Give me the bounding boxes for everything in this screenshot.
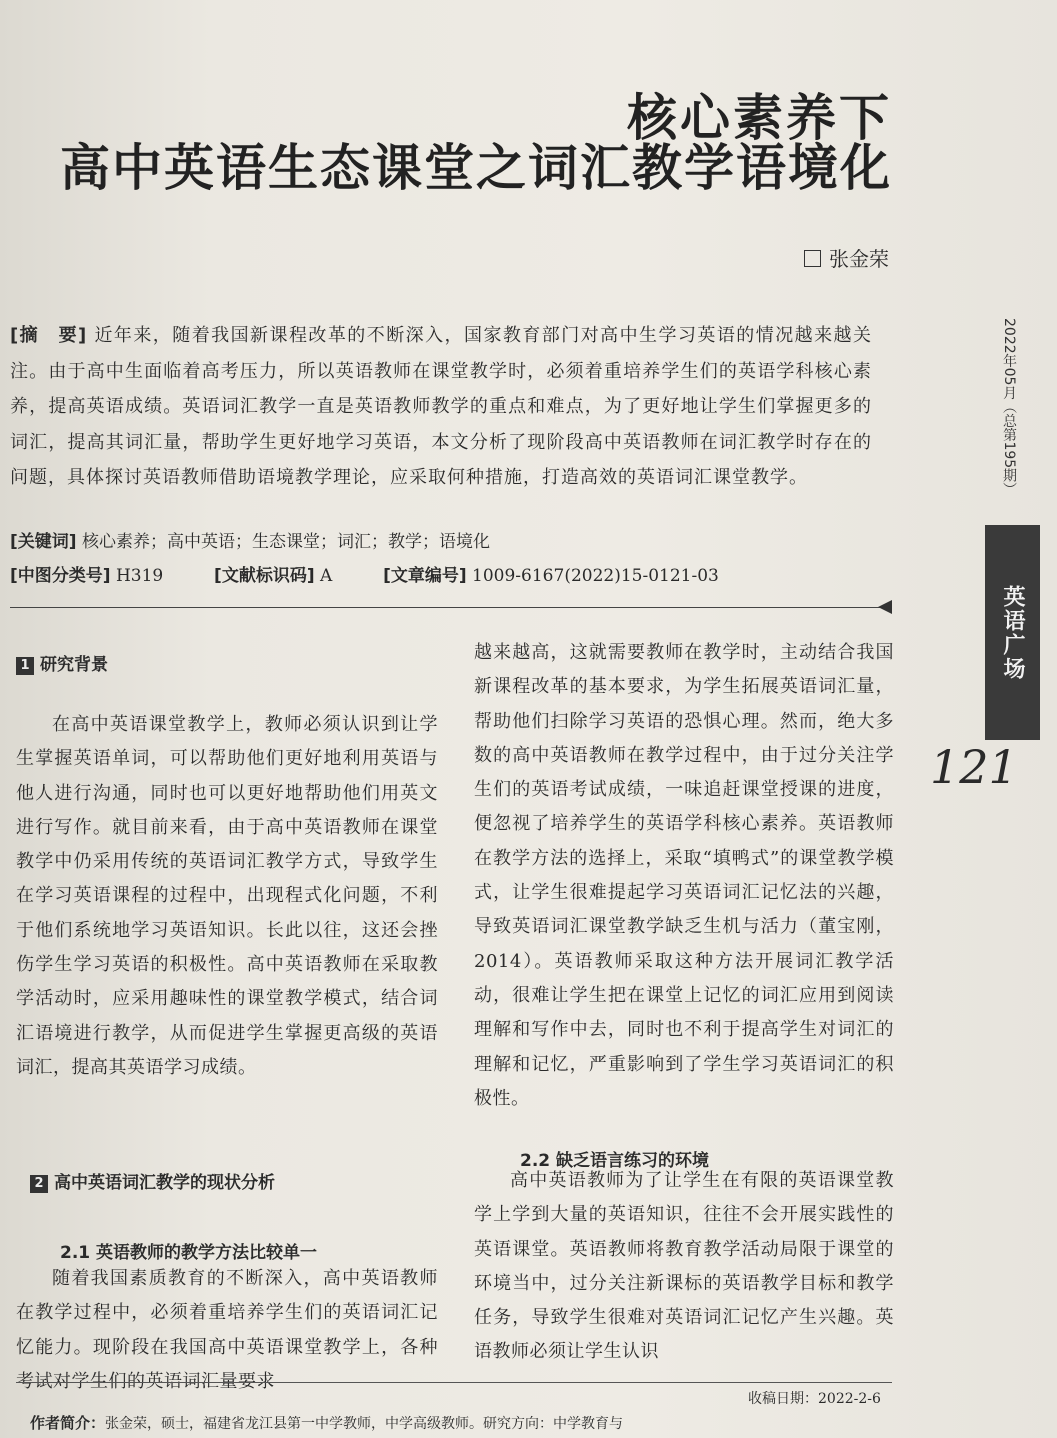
classification-line (10, 564, 719, 588)
abstract (10, 318, 872, 496)
arrow-left-icon (878, 600, 892, 614)
subsection-2-1-paragraph: 随着我国素质教育的不断深入，高中英语教师在教学过程中，必须着重培养学生们的英语词汇记忆能力。现阶段在我国高中英语课堂教学上，各种考试对学生们的英语词汇量要求 (16, 1268, 438, 1392)
received-date: 收稿日期：2022-2-6 (748, 1391, 881, 1407)
author-line (804, 243, 889, 272)
article-title-line1: 核心素养下 (627, 89, 892, 147)
article-number-value: 1009-6167(2022)15-0121-03 (472, 566, 719, 586)
keywords-label: [关键词] (10, 532, 77, 552)
author-name: 张金荣 (829, 247, 889, 271)
abstract-label: [摘 要] (10, 325, 88, 346)
right-column-paragraph: 越来越高，这就需要教师在教学时，主动结合我国新课程改革的基本要求，为学生拓展英语词汇量，帮助他们扫除学习英语的恐惧心理。然而，绝大多数的高中英语教师在教学过程中，由于过分关注学生们的英语考试成绩，一味追赶课堂授课的进度，便忽视了培养学生的英语学科核心素养。英语教师在教学方法的选择上，采取“填鸭式”的课堂教学模式，让学生很难提起学习英语词汇记忆法的兴趣，导致英语词汇课堂教学缺乏生机与活力（董宝刚，2014）。英语教师采取这种方法开展词汇教学活动，很难让学生把在课堂上记忆的词汇应用到阅读理解和写作中去，同时也不利于提高学生对词汇的理解和记忆，严重影响到了学生学习英语词汇的积极性。 (474, 642, 894, 1109)
section2-heading (30, 1168, 275, 1193)
subsection-2-2-body (474, 1164, 894, 1370)
issue-date: 2022年05月（总第195期） (1001, 318, 1017, 497)
section1-title: 研究背景 (40, 655, 108, 675)
author-intro-label: 作者简介： (30, 1414, 106, 1432)
square-icon (804, 250, 821, 267)
subsection-2-2-title: 2.2 缺乏语言练习的环境 (520, 1151, 710, 1171)
clc-label: [中图分类号] (10, 566, 111, 586)
subsection-2-1-title: 2.1 英语教师的教学方法比较单一 (60, 1243, 318, 1263)
section1-number: 1 (16, 657, 34, 675)
section1-body (16, 708, 438, 1085)
right-column-body (474, 636, 894, 1116)
article-title-line2: 高中英语生态课堂之词汇教学语境化 (60, 139, 892, 197)
section2-title: 高中英语词汇教学的现状分析 (54, 1173, 275, 1193)
doc-code-label: [文献标识码] (214, 566, 315, 586)
section1-heading (16, 650, 108, 675)
section2-number: 2 (30, 1175, 48, 1193)
page-number: 121 (930, 740, 1018, 794)
doc-code-value: A (320, 566, 333, 586)
section-divider (10, 607, 880, 608)
subsection-2-1-body (16, 1262, 438, 1399)
author-intro (30, 1412, 623, 1433)
article-number-label: [文章编号] (383, 566, 467, 586)
column-name: 英语广场 (1000, 585, 1025, 681)
subsection-2-2-paragraph: 高中英语教师为了让学生在有限的英语课堂教学上学到大量的英语知识，往往不会开展实践性的英语课堂。英语教师将教育教学活动局限于课堂的环境当中，过分关注新课标的英语教学目标和教学任务，导致学生很难对英语词汇记忆产生兴趣。英语教师必须让学生认识 (474, 1170, 894, 1363)
keywords-line (10, 530, 490, 554)
abstract-text: 近年来，随着我国新课程改革的不断深入，国家教育部门对高中生学习英语的情况越来越关注。由于高中生面临着高考压力，所以英语教师在课堂教学时，必须着重培养学生们的英语学科核心素养，提高英语成绩。英语词汇教学一直是英语教师教学的重点和难点，为了更好地让学生们掌握更多的词汇，提高其词汇量，帮助学生更好地学习英语，本文分析了现阶段高中英语教师在词汇教学时存在的问题，具体探讨英语教师借助语境教学理论，应采取何种措施，打造高效的英语词汇课堂教学。 (10, 325, 873, 488)
footer-rule (16, 1382, 892, 1383)
keywords-text: 核心素养；高中英语；生态课堂；词汇；教学；语境化 (81, 532, 490, 552)
section1-paragraph: 在高中英语课堂教学上，教师必须认识到让学生掌握英语单词，可以帮助他们更好地利用英语与他人进行沟通，同时也可以更好地帮助他们用英文进行写作。就目前来看，由于高中英语教师在课堂教学中仍采用传统的英语词汇教学方式，导致学生在学习英语课程的过程中，出现程式化问题，不利于他们系统地学习英语知识。长此以往，这还会挫伤学生学习英语的积极性。高中英语教师在采取教学活动时，应采用趣味性的课堂教学模式，结合词汇语境进行教学，从而促进学生掌握更高级的英语词汇，提高其英语学习成绩。 (16, 714, 438, 1078)
clc-value: H319 (115, 566, 164, 586)
author-intro-text: 张金荣，硕士，福建省龙江县第一中学教师，中学高级教师。研究方向：中学教育与 (105, 1416, 624, 1432)
